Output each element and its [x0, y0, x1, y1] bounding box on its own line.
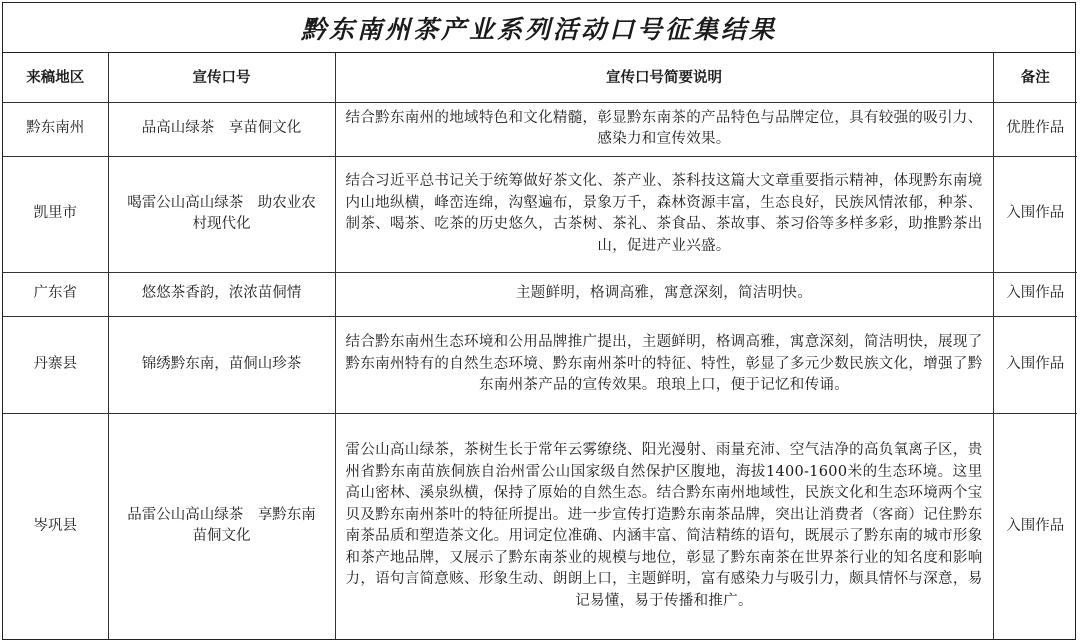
slogan-cell: 锦绣黔东南，苗侗山珍茶: [108, 316, 335, 413]
region-cell: 丹寨县: [3, 316, 108, 413]
results-table: [3, 53, 1077, 639]
region-cell: 广东省: [3, 272, 108, 316]
header-description: 宣传口号简要说明: [335, 53, 993, 102]
region-cell: 岑巩县: [3, 413, 108, 639]
region-cell: 凯里市: [3, 156, 108, 272]
slogan-cell: 品高山绿茶 享苗侗文化: [108, 102, 335, 156]
table-row: [3, 316, 1077, 413]
description-cell: 结合黔东南州生态环境和公用品牌推广提出，主题鲜明，格调高雅，寓意深刻，简洁明快，展现了黔东南州特有的自然生态环境、黔东南州茶叶的特征、特性，彰显了多元少数民族文化，增强了黔东南州茶产品的宣传效果。琅琅上口，便于记忆和传诵。: [335, 316, 993, 413]
results-sheet: [2, 2, 1076, 640]
table-row: [3, 102, 1077, 156]
note-cell: 入围作品: [993, 316, 1077, 413]
description-cell: 主题鲜明，格调高雅，寓意深刻，简洁明快。: [335, 272, 993, 316]
table-row: [3, 156, 1077, 272]
region-cell: 黔东南州: [3, 102, 108, 156]
description-cell: 结合黔东南州的地域特色和文化精髓，彰显黔东南茶的产品特色与品牌定位，具有较强的吸引力、感染力和宣传效果。: [335, 102, 993, 156]
note-cell: 优胜作品: [993, 102, 1077, 156]
header-row: [3, 53, 1077, 102]
description-cell: 结合习近平总书记关于统筹做好茶文化、茶产业、茶科技这篇大文章重要指示精神，体现黔东南境内山地纵横，峰峦连绵，沟壑遍布，景象万千，森林资源丰富，生态良好，民族风情浓郁，种茶、制茶、喝茶、吃茶的历史悠久，古茶树、茶礼、茶食品、茶故事、茶习俗等多样多彩，助推黔茶出山，促进产业兴盛。: [335, 156, 993, 272]
note-cell: 入围作品: [993, 413, 1077, 639]
description-cell: 雷公山高山绿茶，茶树生长于常年云雾缭绕、阳光漫射、雨量充沛、空气洁净的高负氧离子区，贵州省黔东南苗族侗族自治州雷公山国家级自然保护区腹地，海拔1400-1600米的生态环境。这里高山密林、溪泉纵横，保持了原始的自然生态。结合黔东南州地域性，民族文化和生态环境两个宝贝及黔东南州茶叶的特征所提出。进一步宣传打造黔东南茶品牌，突出让消费者（客商）记住黔东南茶品质和塑造茶文化。用词定位准确、内涵丰富、简洁精练的语句，既展示了黔东南的城市形象和茶产地品牌，又展示了黔东南茶业的规模与地位，彰显了黔东南茶在世界茶行业的知名度和影响力，语句言简意赅、形象生动、朗朗上口，主题鲜明，富有感染力与吸引力，颇具情怀与深意，易记易懂，易于传播和推广。: [335, 413, 993, 639]
slogan-cell: 品雷公山高山绿茶 享黔东南苗侗文化: [108, 413, 335, 639]
note-cell: 入围作品: [993, 156, 1077, 272]
slogan-cell: 喝雷公山高山绿茶 助农业农村现代化: [108, 156, 335, 272]
header-region: 来稿地区: [3, 53, 108, 102]
table-row: [3, 272, 1077, 316]
header-slogan: 宣传口号: [108, 53, 335, 102]
table-row: [3, 413, 1077, 639]
note-cell: 入围作品: [993, 272, 1077, 316]
slogan-cell: 悠悠茶香韵，浓浓苗侗情: [108, 272, 335, 316]
page-title: 黔东南州茶产业系列活动口号征集结果: [3, 3, 1075, 53]
header-note: 备注: [993, 53, 1077, 102]
